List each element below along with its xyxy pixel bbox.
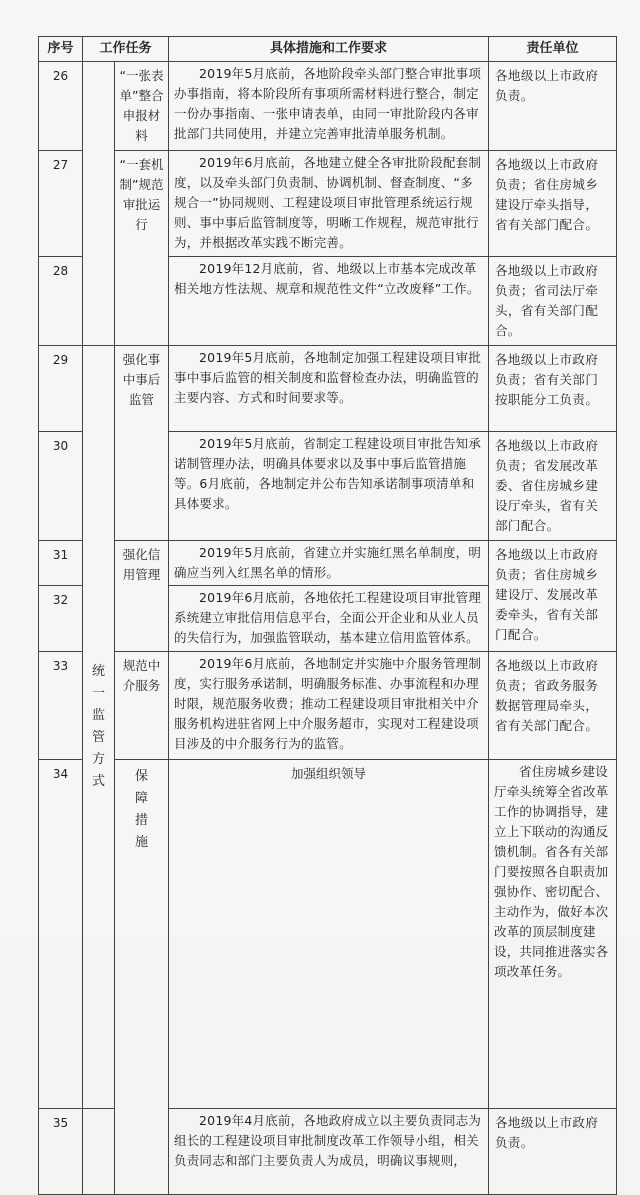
table-row <box>39 541 617 586</box>
unit-cell: 各地级以上市政府负责；省住房城乡建设厅牵头指导，省有关部门配合。 <box>489 151 617 257</box>
measure-cell: 2019年4月底前，各地政府成立以主要负责同志为组长的工程建设项目审批制度改革工作领导小组，相关负责同志和部门主要负责人为成员，明确议事规则， <box>169 1109 489 1195</box>
measure-cell: 2019年5月底前，各地阶段牵头部门整合审批事项办事指南，将本阶段所有事项所需材料进行整合，制定一份办事指南、一张申请表单，由同一审批阶段内各审批部门共同使用，并建立完善审批清单服务机制。 <box>169 62 489 151</box>
subtask-cell: 加强组织领导 <box>169 760 489 1109</box>
unit-cell: 各地级以上市政府负责。 <box>489 1109 617 1195</box>
unit-cell: 各地级以上市政府负责；省司法厅牵头，省有关部门配合。 <box>489 257 617 346</box>
unit-cell: 各地级以上市政府负责；省住房城乡建设厅、发展改革委牵头，省有关部门配合。 <box>489 541 617 652</box>
row-number: 26 <box>39 62 83 151</box>
unit-cell: 各地级以上市政府负责。 <box>489 62 617 151</box>
measure-cell: 2019年12月底前，省、地级以上市基本完成改革相关地方性法规、规章和规范性文件“立改废释”工作。 <box>169 257 489 346</box>
category-label: 统一监管方式 <box>91 664 105 789</box>
header-unit: 责任单位 <box>489 37 617 62</box>
row-number: 30 <box>39 432 83 541</box>
unit-cell: 各地级以上市政府负责；省有关部门按职能分工负责。 <box>489 346 617 432</box>
row-number: 27 <box>39 151 83 257</box>
measure-cell: 2019年6月底前，各地建立健全各审批阶段配套制度，以及牵头部门负责制、协调机制、督查制度、“多规合一”协同规则、工程建设项目审批管理系统运行规则、事中事后监管制度等，明晰工作规程，规范审批行为，并根据改革实践不断完善。 <box>169 151 489 257</box>
row-number: 32 <box>39 586 83 652</box>
table-header-row <box>39 37 617 62</box>
category-cell-continued <box>83 62 115 346</box>
measure-cell: 2019年6月底前，各地依托工程建设项目审批管理系统建立审批信用信息平台，全面公开企业和从业人员的失信行为，加强监管联动，基本建立信用监管体系。 <box>169 586 489 652</box>
category-cell <box>115 760 169 1195</box>
row-number: 34 <box>39 760 83 1109</box>
header-seq: 序号 <box>39 37 83 62</box>
category-label: 保障措施 <box>134 769 148 850</box>
reform-task-table <box>38 36 617 1195</box>
table-row <box>39 652 617 760</box>
row-number: 29 <box>39 346 83 432</box>
row-number: 28 <box>39 257 83 346</box>
table-row <box>39 760 617 1109</box>
header-measure: 具体措施和工作要求 <box>169 37 489 62</box>
measure-cell: 2019年5月底前，各地制定加强工程建设项目审批事中事后监管的相关制度和监督检查办法，明确监管的主要内容、方式和时间要求等。 <box>169 346 489 432</box>
subtask-cell-empty <box>83 1109 115 1195</box>
measure-cell: 2019年5月底前，省制定工程建设项目审批告知承诺制管理办法，明确具体要求以及事中事后监管措施等。6月底前，各地制定并公布告知承诺制事项清单和具体要求。 <box>169 432 489 541</box>
subtask-cell: 强化信用管理 <box>115 541 169 652</box>
row-number: 31 <box>39 541 83 586</box>
header-task: 工作任务 <box>83 37 169 62</box>
table-row <box>39 151 617 257</box>
measure-cell: 2019年6月底前，各地制定并实施中介服务管理制度，实行服务承诺制，明确服务标准、办事流程和办理时限，规范服务收费；推动工程建设项目审批相关中介服务机构进驻省网上中介服务超市，实现对工程建设项目涉及的中介服务行为的监管。 <box>169 652 489 760</box>
row-number: 33 <box>39 652 83 760</box>
measure-cell: 2019年5月底前，省建立并实施红黑名单制度，明确应当列入红黑名单的情形。 <box>169 541 489 586</box>
subtask-cell: “一套机制”规范审批运行 <box>115 151 169 346</box>
row-number: 35 <box>39 1109 83 1195</box>
unit-cell: 各地级以上市政府负责；省发展改革委、省住房城乡建设厅牵头，省有关部门配合。 <box>489 432 617 541</box>
subtask-cell: 强化事中事后监管 <box>115 346 169 541</box>
unit-cell: 各地级以上市政府负责；省政务服务数据管理局牵头，省有关部门配合。 <box>489 652 617 760</box>
table-row <box>39 346 617 432</box>
measure-cell: 省住房城乡建设厅牵头统筹全省改革工作的协调指导，建立上下联动的沟通反馈机制。省各有关部门要按照各自职责加强协作、密切配合、主动作为，做好本次改革的顶层制度建设，共同推进落实各项改革任务。 <box>489 760 617 1109</box>
subtask-cell: 规范中介服务 <box>115 652 169 760</box>
category-cell <box>83 346 115 1109</box>
subtask-cell: “一张表单”整合申报材料 <box>115 62 169 151</box>
table-row <box>39 62 617 151</box>
